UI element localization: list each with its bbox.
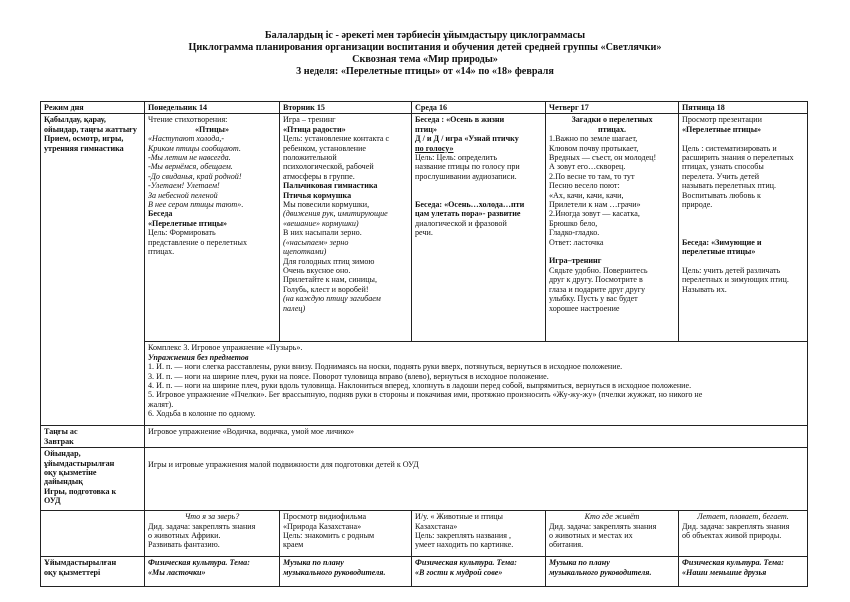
organized-thursday-line-1: Музыка по плану <box>549 558 610 568</box>
header-week: 3 неделя: «Перелетные птицы» от «14» по «18» февраля <box>296 66 554 77</box>
cell-activity-monday-line: Что я за зверь? <box>184 512 240 522</box>
row-label-games-5: Игры, подготовка к <box>44 486 117 496</box>
cell-reception-friday-line: перелетных и зимующих птиц. <box>682 275 789 285</box>
cell-activity-monday-line: Развивать фантазию. <box>148 540 220 550</box>
cell-reception-tuesday-line: («насыпаем» зерно <box>283 237 349 247</box>
cell-reception-tuesday-line: «вешание» кормушки) <box>283 218 359 228</box>
cell-exercise-complex-line: 4. И. п. — ноги на ширине плеч, руки вдоль туловища. Наклониться вперед, хлопнуть в ладоши перед собой, выпрямиться, вернуться в исходное положение. <box>148 381 692 391</box>
header-theme: Сквозная тема «Мир природы» <box>352 54 498 65</box>
cell-reception-wednesday-line <box>415 191 542 200</box>
cell-reception-tuesday-line: психологической, рабочей <box>283 162 374 172</box>
cell-reception-wednesday-line: название птицы по голосу при <box>415 162 520 172</box>
cell-reception-monday-line: -Мы летим не навсегда. <box>148 153 231 163</box>
cell-exercise-complex <box>145 342 808 426</box>
cell-reception-monday-line: «Птицы» <box>194 124 229 134</box>
cell-reception-thursday-line: Сядьте удобно. Повернитесь <box>549 265 648 275</box>
cell-reception-thursday-line: Брюшко бело, <box>549 218 598 228</box>
cell-organized-friday <box>679 557 808 587</box>
row-label-games-6: ОУД <box>44 496 61 506</box>
organized-monday-line-2: «Мы ласточки» <box>148 567 206 577</box>
cell-reception-thursday-line: 2.Иногда зовут — касатка, <box>549 209 640 219</box>
cell-reception-wednesday-line: диалогической и фразовой <box>415 218 507 228</box>
cell-reception-friday-line: птицах, узнать способы <box>682 162 764 172</box>
cell-reception-thursday-line: Песню весело поют: <box>549 181 620 191</box>
cell-reception-tuesday-line: «Птица радости» <box>283 124 346 134</box>
table-row-breakfast <box>41 426 808 448</box>
cell-exercise-complex-line: жалят). <box>148 399 174 409</box>
cell-breakfast: Игровое упражнение «Водичка, водичка, умой мое личико» <box>145 426 808 448</box>
cell-reception-wednesday-line: речи. <box>415 228 433 238</box>
cell-reception-thursday-line: Игра–тренинг <box>549 256 602 266</box>
row-label-organized <box>41 557 145 587</box>
col-header-monday: Понедельник 14 <box>145 102 280 114</box>
cell-activity-wednesday-line: умеет находить по картинке. <box>415 540 514 550</box>
cell-reception-friday-line <box>682 209 804 218</box>
cell-activity-wednesday-line: И/у. « Животные и птицы <box>415 512 503 522</box>
organized-thursday-line-2: музыкального руководителя. <box>549 567 652 577</box>
row-label-reception-ru: Прием, осмотр, игры, утренняя гимнастика <box>44 134 124 153</box>
cell-reception-monday-line: -Улетаем! Улетаем! <box>148 181 220 191</box>
cell-reception-friday-line: называть перелетных птиц. <box>682 181 777 191</box>
cell-activity-tuesday-line: Цель: знакомить с родным <box>283 531 375 541</box>
cell-reception-friday-line: природе. <box>682 200 713 210</box>
cell-reception-thursday-line: Гладко-гладко. <box>549 228 600 238</box>
cell-reception-tuesday-line: атмосферы в группе. <box>283 171 355 181</box>
cell-reception-friday-line: Цель: учить детей различать <box>682 265 781 275</box>
cell-activity-wednesday <box>412 511 546 557</box>
cell-organized-thursday <box>546 557 679 587</box>
cell-activity-thursday-line: Дид. задача: закреплять знания <box>549 521 657 531</box>
cell-exercise-complex-line: 6. Ходьба в колонне по одному. <box>148 409 256 419</box>
cell-reception-wednesday-line: цам улетать пора»- развитие <box>415 209 521 219</box>
cell-reception-thursday-line: А зовут его…скворец. <box>549 162 626 172</box>
cell-reception-tuesday-line: положительной <box>283 153 337 163</box>
cell-activity-thursday <box>546 511 679 557</box>
cell-reception-monday-line: представление о перелетных <box>148 237 248 247</box>
table-row-games <box>41 448 808 511</box>
cell-reception-friday-line <box>682 134 804 143</box>
cell-reception-thursday-line: Ответ: ласточка <box>549 237 604 247</box>
cell-exercise-complex-line: 1. И. п. — ноги слегка расставлены, руки внизу. Поднимаясь на носки, поднять руки вверх, потянуться, вернуться в исходное положение. <box>148 362 623 372</box>
cell-activity-friday <box>679 511 808 557</box>
cell-reception-tuesday-line: Голубь, клест и воробей! <box>283 284 369 294</box>
cell-reception-tuesday-line: Птичья кормушка <box>283 190 352 200</box>
cell-activity-tuesday-line: «Природа Казахстана» <box>283 521 362 531</box>
cell-exercise-complex-line: 5. Игровое упражнение «Пчелки». Бег врассыпную, подняв руки в стороны и покачивая ими, протяжно произносить «Жу-жу-жу» (пчелки жужжат, но никого не <box>148 390 703 400</box>
cell-reception-tuesday-line: Цель: установление контакта с <box>283 134 390 144</box>
cell-reception-thursday-line: 2.По весне то там, то тут <box>549 171 635 181</box>
cell-reception-friday-line: расширить знания о перелетных <box>682 153 794 163</box>
cell-reception-thursday-line: хорошее настроение <box>549 303 620 313</box>
cell-reception-wednesday-line: Цель: Цель: определить <box>415 153 498 163</box>
cell-reception-friday-line: перелетные птицы» <box>682 247 756 257</box>
cell-reception-thursday-line: «Ах, качи, качи, качи, <box>549 190 624 200</box>
header-title-kz: Балалардың іс - әрекеті мен тәрбиесін ұйымдастыру циклограммасы <box>264 30 586 41</box>
table-row-activities <box>41 511 808 557</box>
organized-wednesday-line-1: Физическая культура. Тема: <box>415 558 517 568</box>
row-label-breakfast <box>41 426 145 448</box>
cell-reception-tuesday <box>280 114 412 342</box>
row-label-breakfast-ru: Завтрак <box>44 436 74 446</box>
organized-monday-line-1: Физическая культура. Тема: <box>148 558 250 568</box>
cell-activity-thursday-line: о животных и местах их <box>549 531 633 541</box>
cell-exercise-complex-line: 3. И. п. — ноги на ширине плеч, руки на поясе. Поворот туловища вправо (влево), вернуться в исходное положение. <box>148 371 549 381</box>
cell-reception-tuesday-line: В них насыпали зерно. <box>283 228 362 238</box>
cell-reception-tuesday-line: ребенком, установление <box>283 143 367 153</box>
cell-reception-wednesday-line <box>415 181 542 190</box>
cell-reception-tuesday-line: Мы повесили кормушки, <box>283 200 370 210</box>
cell-reception-wednesday-line: прослушивании аудиозаписи. <box>415 171 517 181</box>
cell-exercise-complex-line: Упражнения без предметов <box>148 352 249 362</box>
cell-reception-thursday-line: глаза и подарите друг другу <box>549 284 646 294</box>
cell-reception-friday-line <box>682 256 804 265</box>
row-label-organized-2: оқу қызметтері <box>44 567 101 577</box>
col-header-wednesday: Среда 16 <box>412 102 546 114</box>
table-header-row <box>41 102 808 114</box>
cell-organized-monday <box>145 557 280 587</box>
cell-activity-tuesday-line: краем <box>283 540 304 550</box>
col-header-tuesday: Вторник 15 <box>280 102 412 114</box>
row-label-organized-1: Ұйымдастырылған <box>44 558 117 568</box>
cell-reception-thursday-line: улыбку. Пусть у вас будет <box>549 294 638 304</box>
cell-reception-thursday-line: Вредных — съест, он молодец! <box>549 153 657 163</box>
cell-activity-monday-line: о животных Африки. <box>148 531 221 541</box>
cell-reception-thursday-line: Загадки о перелетных <box>571 115 653 125</box>
cell-activity-thursday-line: Кто где живёт <box>584 512 640 522</box>
col-header-regime: Режим дня <box>41 102 145 114</box>
cell-reception-thursday-line: Клювом почву протыкает, <box>549 143 639 153</box>
cell-reception-friday-line: Цель : систематизировать и <box>682 143 777 153</box>
cell-reception-wednesday-line: Д / и Д / игра «Узнай птичку <box>415 134 519 144</box>
cell-reception-wednesday-line: по голосу» <box>415 143 454 153</box>
cell-reception-thursday-line: Прилетели к нам …грачи» <box>549 200 641 210</box>
cell-reception-tuesday-line: палец) <box>283 303 306 313</box>
cell-reception-monday-line: В нее сером птицы тают». <box>148 200 244 210</box>
organized-tuesday-line-2: музыкального руководителя. <box>283 567 386 577</box>
cell-reception-thursday-line: друг к другу. Посмотрите в <box>549 275 643 285</box>
cell-reception-friday-line <box>682 219 804 228</box>
row-label-games-4: дайындық <box>44 477 83 487</box>
cell-activity-wednesday-line: Казахстана» <box>415 521 458 531</box>
cell-reception-friday-line: перелета. Учить детей <box>682 171 760 181</box>
cell-reception-friday-line: Называть их. <box>682 284 727 294</box>
col-header-thursday: Четверг 17 <box>546 102 679 114</box>
cell-reception-wednesday-line: птиц» <box>415 124 438 134</box>
header-title-ru: Циклограмма планирования организации воспитания и обучения детей средней группы «Светлячки» <box>188 42 662 53</box>
cell-reception-thursday-line <box>549 247 675 256</box>
cell-reception-friday-line <box>682 228 804 237</box>
cell-reception-wednesday <box>412 114 546 342</box>
organized-friday-line-2: «Наши меньшие друзья <box>682 567 767 577</box>
cell-reception-friday-line: Воспитывать любовь к <box>682 190 761 200</box>
cell-activity-monday-line: Дид. задача: закреплять знания <box>148 521 256 531</box>
cell-reception-monday <box>145 114 280 342</box>
cell-reception-tuesday-line: щепотками) <box>283 247 327 257</box>
cell-exercise-complex-line: Комплекс 3. Игровое упражнение «Пузырь». <box>148 343 303 353</box>
cell-organized-wednesday <box>412 557 546 587</box>
row-label-games-3: оқу қызметіне <box>44 468 97 478</box>
row-label-games-2: ұйымдастырылған <box>44 458 115 468</box>
cell-reception-monday-line: Чтение стихотворения: <box>148 115 228 125</box>
cell-reception-tuesday-line: Игра – тренинг <box>283 115 336 125</box>
cell-reception-monday-line: Криком птицы сообщают. <box>148 143 241 153</box>
col-header-friday: Пятница 18 <box>679 102 808 114</box>
cell-reception-tuesday-line: (движения рук, имитирующие <box>283 209 388 219</box>
cell-reception-monday-line: -До свиданья, край родной! <box>148 171 242 181</box>
organized-tuesday-line-1: Музыка по плану <box>283 558 344 568</box>
cell-reception-tuesday-line: Очень вкусное оно. <box>283 265 351 275</box>
cell-activity-friday-line: Летает, плавает, бегает. <box>697 512 789 522</box>
cell-activity-wednesday-line: Цель: закреплять названия , <box>415 531 512 541</box>
organized-friday-line-1: Физическая культура. Тема: <box>682 558 784 568</box>
cell-activity-tuesday <box>280 511 412 557</box>
table-row-organized <box>41 557 808 587</box>
cell-reception-thursday <box>546 114 679 342</box>
cell-reception-friday-line: Беседа: «Зимующие и <box>682 237 762 247</box>
cell-reception-thursday-line: 1.Важно по земле шагает, <box>549 134 638 144</box>
cell-reception-friday-line: «Перелетные птицы» <box>682 124 762 134</box>
cell-reception-monday-line: птицах. <box>148 247 175 257</box>
cell-games: Игры и игровые упражнения малой подвижности для подготовки детей к ОУД <box>145 448 808 511</box>
cell-reception-wednesday-line: Беседа: «Осень…холода…пти <box>415 200 525 210</box>
cell-reception-monday-line: Цель: Формировать <box>148 228 216 238</box>
cell-activity-monday <box>145 511 280 557</box>
row-label-reception <box>41 114 145 426</box>
cyclogram-table <box>40 101 808 587</box>
cell-reception-tuesday-line: Для голодных птиц зимою <box>283 256 375 266</box>
document-header <box>0 30 850 78</box>
cell-reception-monday-line: Беседа <box>148 209 173 219</box>
cell-activity-thursday-line: обитания. <box>549 540 584 550</box>
organized-wednesday-line-2: «В гости к мудрой сове» <box>415 567 503 577</box>
row-label-activities-empty <box>41 511 145 557</box>
cell-reception-friday <box>679 114 808 342</box>
row-label-games-1: Ойындар, <box>44 449 81 459</box>
cell-reception-tuesday-line: Прилетайте к нам, синицы, <box>283 275 377 285</box>
cell-reception-monday-line: За небесной пеленой <box>148 190 218 200</box>
cell-reception-friday-line: Просмотр презентации <box>682 115 762 125</box>
cell-activity-friday-line: об объектах живой природы. <box>682 531 782 541</box>
table-row-reception <box>41 114 808 342</box>
cell-reception-tuesday-line: Пальчиковая гимнастика <box>283 181 378 191</box>
cell-reception-thursday-line: птицах. <box>597 124 627 134</box>
cell-reception-monday-line: «Перелетные птицы» <box>148 218 228 228</box>
cell-organized-tuesday <box>280 557 412 587</box>
row-label-reception-kz: Қабылдау, қарау, ойындар, таңғы жаттығу <box>44 115 137 134</box>
row-label-games <box>41 448 145 511</box>
cell-reception-wednesday-line: Беседа : «Осень в жизни <box>415 115 505 125</box>
cell-activity-tuesday-line: Просмотр видиофильма <box>283 512 367 522</box>
cell-reception-tuesday-line: (на каждую птицу загибаем <box>283 294 381 304</box>
cell-reception-monday-line: «Наступают холода,- <box>148 134 225 144</box>
cell-reception-monday-line: -Мы вернёмся, обещаем. <box>148 162 233 172</box>
table-row-exercise <box>41 342 808 426</box>
row-label-breakfast-kz: Таңғы ас <box>44 427 78 437</box>
cell-activity-friday-line: Дид. задача: закреплять знания <box>682 521 790 531</box>
